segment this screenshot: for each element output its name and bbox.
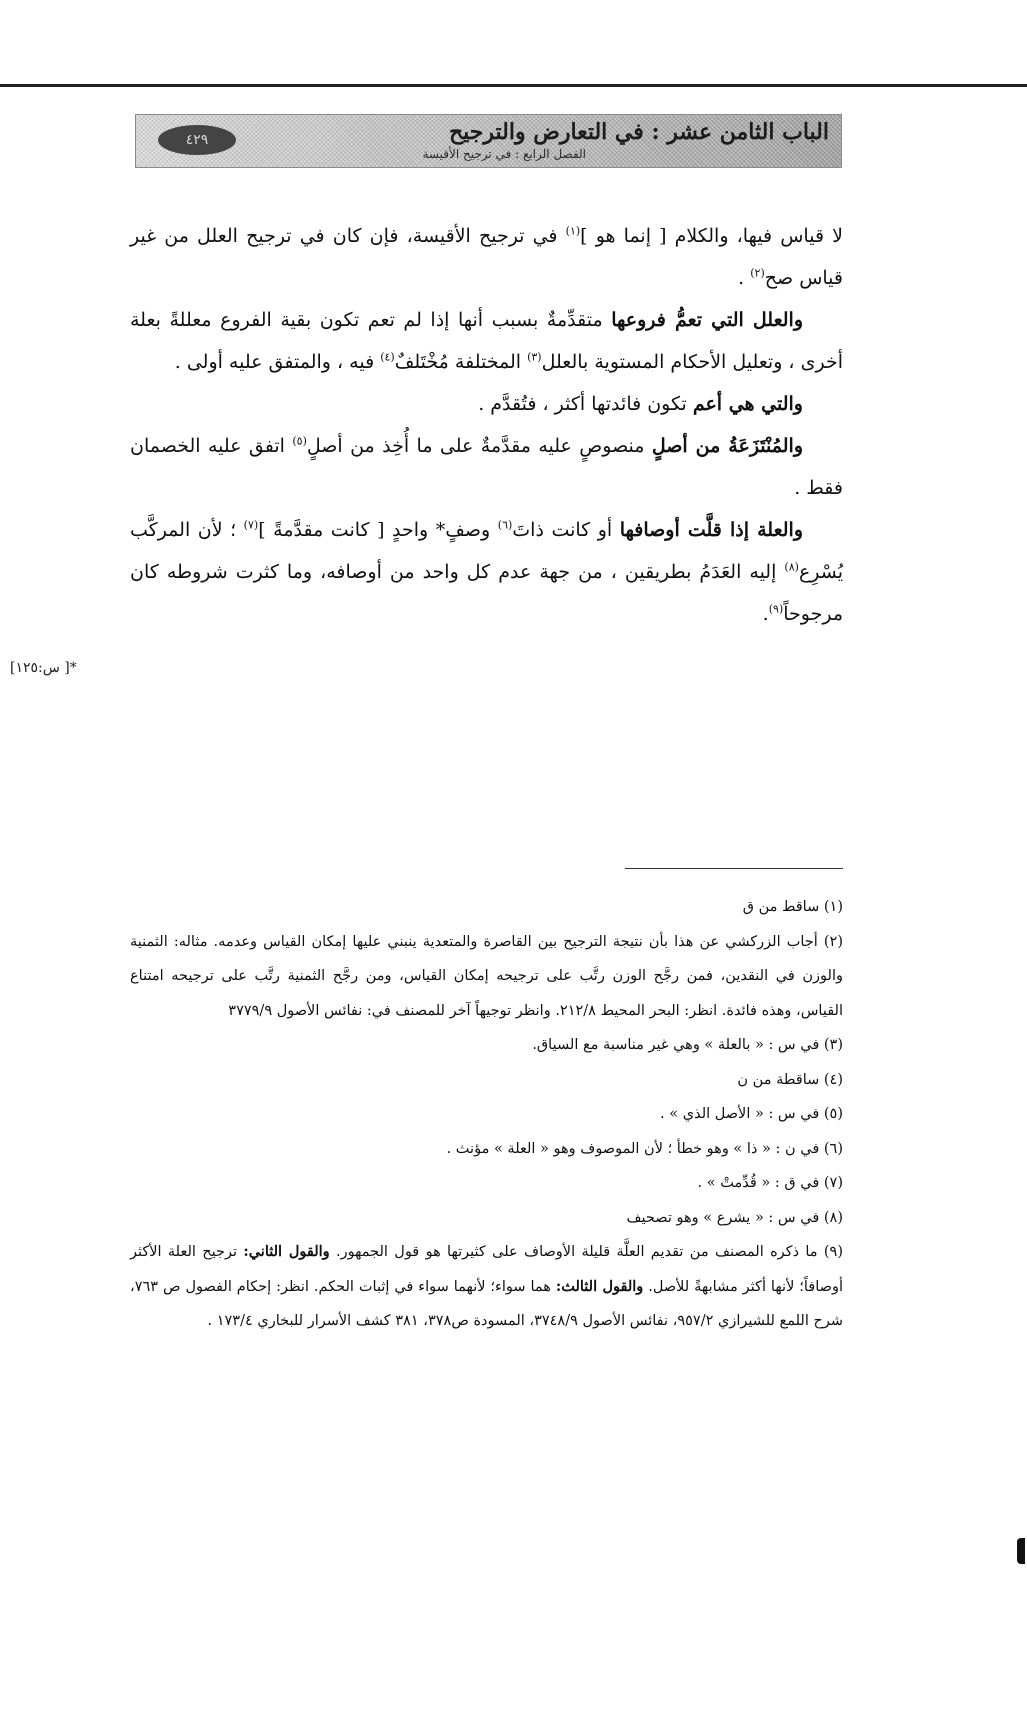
footnote-9: (٩) ما ذكره المصنف من تقديم العلَّة قليلة الأوصاف على كثيرتها هو قول الجمهور. والقول الثاني: ترجيح العلة الأكثر أوصافاً؛ لأنها أكثر مشابهةً للأصل. والقول الثالث: هما سواء؛ لأنهما سواء في إثبات الحكم. انظر: إحكام الفصول ص ٧٦٣، شرح اللمع للشيرازي ٩٥٧/٢، نفائس الأصول ٣٧٤٨/٩، المسودة ص٣٧٨، ٣٨١ كشف الأسرار للبخاري ١٧٣/٤ .: [130, 1243, 844, 1329]
running-header: [135, 114, 842, 168]
footnote-separator: [625, 868, 843, 869]
page-number: ٤٢٩: [158, 125, 236, 155]
chapter-title: الباب الثامن عشر : في التعارض والترجيح: [448, 119, 829, 145]
footnote-ref: (٩): [768, 602, 784, 616]
paragraph-3: والتي هي أعم تكون فائدتها أكثر ، فتُقدَّم .: [478, 393, 803, 415]
footnote-8: (٨) في س : « يشرع » وهو تصحيف: [626, 1209, 843, 1226]
footnote-ref: (٤): [380, 350, 395, 364]
paragraph-5: والعلة إذا قلَّت أوصافها أو كانت ذاتَ$^{(٦)}$ وصفٍ* واحدٍ [ كانت مقدَّمةً ]$^{(٧)}$ ؛ لأن المركَّب يُسْرِع$^{(٨)}$ إليه العَدَمُ بطريقين ، من جهة عدم كل واحد من أوصافه، وما كثرت شروطه كان مرجوحاً$^{(٩)}$.: [130, 518, 843, 625]
scan-edge-mark: [1017, 1538, 1025, 1564]
manuscript-page-marker: *[ س:١٢٥]: [10, 660, 77, 676]
footnote-ref: (١): [565, 224, 581, 238]
paragraph-4: والمُنْتَزَعَةُ من أصلٍ منصوصٍ عليه مقدَّمةٌ على ما أُخِذ من أصلٍ$^{(٥)}$ اتفق عليه الخصمان فقط .: [130, 434, 843, 499]
footnote-ref: (٧): [243, 518, 259, 532]
paragraph-1: لا قياس فيها، والكلام [ إنما هو ]$^{(١)}$ في ترجيح الأقيسة، فإن كان في ترجيح العلل من غير قياس صح$^{(٢)}$ .: [130, 224, 843, 289]
footnote-ref: (٢): [750, 266, 765, 280]
footnote-5: (٥) في س : « الأصل الذي » .: [660, 1106, 843, 1122]
footnote-ref: (٥): [292, 434, 307, 448]
footnote-ref: (٦): [497, 518, 513, 532]
main-text: [130, 215, 843, 635]
footnote-3: (٣) في س : « بالعلة » وهي غير مناسبة مع السياق.: [532, 1037, 843, 1053]
footnote-1: (١) ساقط من ق: [742, 899, 843, 915]
footnote-7: (٧) في ق : « قُدِّمتْ » .: [697, 1175, 843, 1191]
footnote-4: (٤) ساقطة من ن: [737, 1071, 843, 1088]
top-rule: [0, 84, 1027, 87]
paragraph-2: والعلل التي تعمُّ فروعها متقدِّمةٌ بسبب أنها إذا لم تعم تكون بقية الفروع معللةً بعلة أخرى ، وتعليل الأحكام المستوية بالعلل$^{(٣)}$ المختلفة مُخْتَلفٌ$^{(٤)}$ فيه ، والمتفق عليه أولى .: [130, 309, 843, 373]
footnote-2: (٢) أجاب الزركشي عن هذا بأن نتيجة الترجيح بين القاصرة والمتعدية ينبني عليها إمكان القياس وعدمه. مثاله: الثمنية والوزن في النقدين، فمن رجَّح الوزن رتَّب على ترجيحه إمكان القياس، ومن رجَّح الثمنية رتَّب على ترجيحه امتناع القياس، وهذه فائدة. انظر: البحر المحيط ٢١٢/٨. وانظر توجيهاً آخر للمصنف في: نفائس الأصول ٣٧٧٩/٩: [130, 933, 843, 1019]
footnotes: [130, 890, 843, 1339]
footnote-6: (٦) في ن : « ذا » وهو خطأ ؛ لأن الموصوف وهو « العلة » مؤنث .: [446, 1140, 843, 1157]
footnote-ref: (٣): [527, 350, 542, 364]
section-subtitle: الفصل الرابع : في ترجيح الأقيسة: [422, 147, 586, 161]
footnote-ref: (٨): [784, 560, 799, 574]
